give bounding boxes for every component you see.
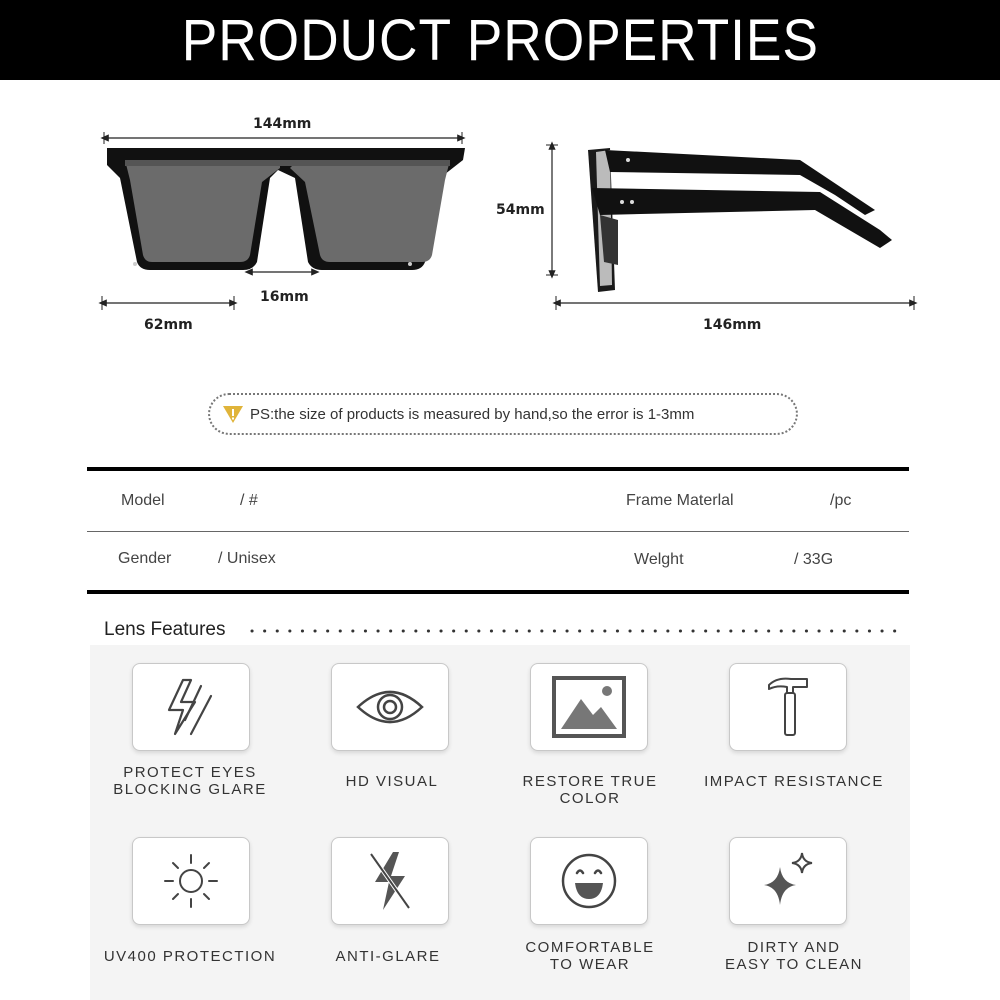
dotted-leader	[250, 628, 900, 634]
feature-card	[530, 663, 648, 751]
table-bottom-border	[87, 590, 909, 594]
frame-material-value: /pc	[830, 492, 852, 509]
weight-label: Welght	[634, 551, 684, 568]
sparkle-icon	[756, 849, 820, 913]
warning-icon	[222, 404, 244, 424]
lens-width-dimension-label: 62mm	[144, 317, 193, 333]
temple-length-dimension-label: 146mm	[703, 317, 762, 333]
height-dimension-label: 54mm	[496, 202, 545, 218]
feature-label: COMFORTABLE TO WEAR	[525, 939, 655, 973]
eye-icon	[354, 682, 426, 732]
weight-value: / 33G	[794, 551, 834, 568]
model-label: Model	[121, 492, 165, 509]
measurement-note	[208, 393, 798, 435]
landscape-icon	[551, 675, 627, 739]
lens-features-title: Lens Features	[104, 619, 226, 640]
gender-value: / Unisex	[218, 550, 276, 567]
feature-label: HD VISUAL	[345, 773, 439, 790]
feature-label: UV400 PROTECTION	[103, 948, 277, 965]
anti-glare-icon	[365, 848, 415, 914]
note-text: PS:the size of products is measured by hand,so the error is 1-3mm	[250, 405, 695, 423]
hammer-icon	[765, 675, 811, 739]
feature-card	[132, 837, 250, 925]
width-dimension-label: 144mm	[253, 116, 312, 132]
table-top-border	[87, 467, 909, 471]
feature-label: IMPACT RESISTANCE	[704, 773, 884, 790]
feature-label: ANTI-GLARE	[335, 948, 441, 965]
smiley-icon	[559, 851, 619, 911]
feature-card	[729, 837, 847, 925]
frame-material-label: Frame Materlal	[626, 492, 734, 509]
sun-icon	[161, 851, 221, 911]
feature-card	[132, 663, 250, 751]
page-title: PRODUCT PROPERTIES	[181, 7, 819, 73]
gender-label: Gender	[118, 550, 172, 567]
model-value: / #	[240, 492, 258, 509]
feature-label: DIRTY AND EASY TO CLEAN	[725, 939, 863, 973]
feature-card	[331, 837, 449, 925]
sunglasses-side-view	[588, 148, 892, 292]
lightning-icon	[161, 674, 221, 740]
table-row-divider	[87, 531, 909, 532]
header-banner	[0, 0, 1000, 80]
feature-label: PROTECT EYES BLOCKING GLARE	[113, 764, 267, 798]
sunglasses-front-view	[107, 148, 465, 270]
feature-card	[729, 663, 847, 751]
feature-card	[331, 663, 449, 751]
feature-label: RESTORE TRUE COLOR	[522, 773, 658, 807]
feature-card	[530, 837, 648, 925]
bridge-dimension-label: 16mm	[260, 289, 309, 305]
